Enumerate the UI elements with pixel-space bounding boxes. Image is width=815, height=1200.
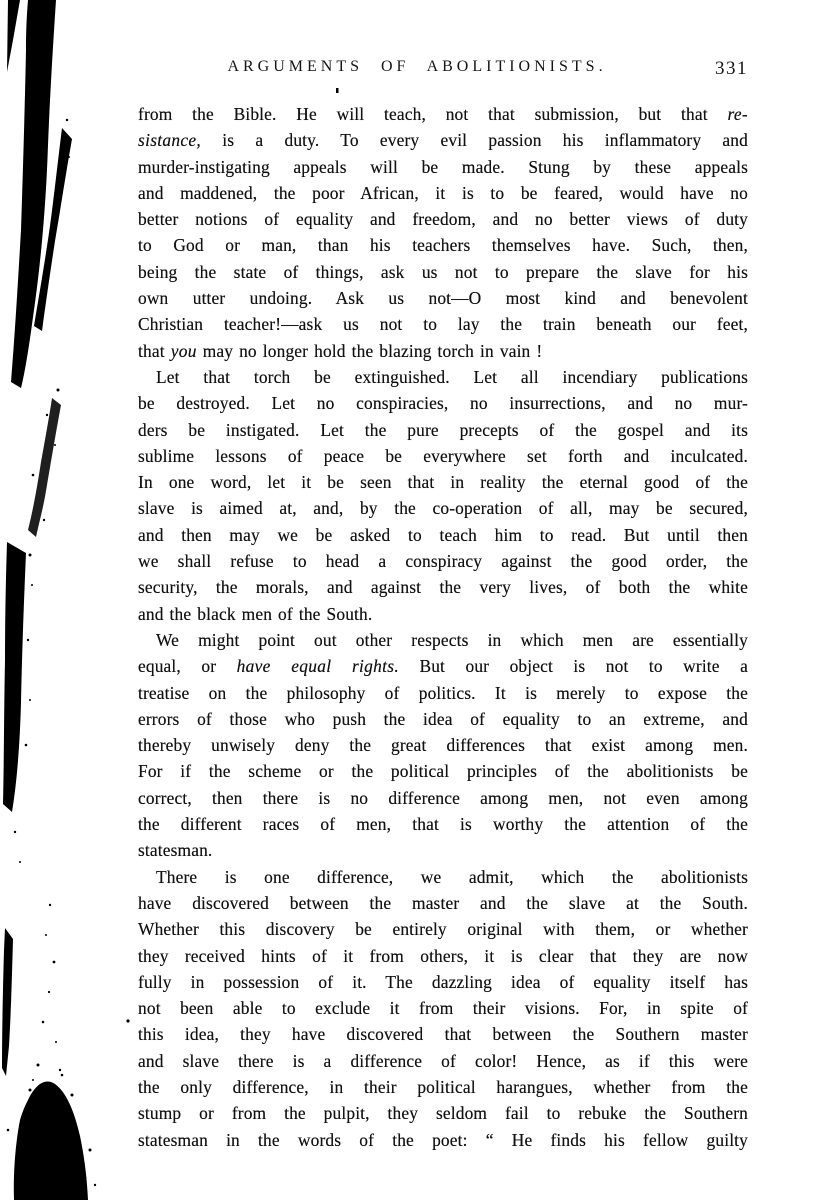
text-line: be destroyed. Let no conspiracies, no insurrections, and no mur-: [138, 393, 748, 414]
text-line: this idea, they have discovered that between the Southern master: [138, 1024, 748, 1045]
text-line: stump or from the pulpit, they seldom fail to rebuke the Southern: [138, 1103, 748, 1124]
text-line: Whether this discovery be entirely original with them, or whether: [138, 919, 748, 940]
text-line: For if the scheme or the political principles of the abolitionists be: [138, 761, 748, 782]
text-line: to God or man, than his teachers themselves have. Such, then,: [138, 235, 748, 256]
text-line: thereby unwisely deny the great differences that exist among men.: [138, 735, 748, 756]
text-line: sublime lessons of peace be everywhere set forth and inculcated.: [138, 445, 748, 466]
page-title: ARGUMENTS OF ABOLITIONISTS.: [227, 58, 607, 75]
text-line: Christian teacher!—ask us not to lay the train beneath our feet,: [138, 314, 748, 335]
text-line: that you may no longer hold the blazing torch in vain !: [138, 340, 543, 361]
text-line: equal, or have equal rights. But our object is not to write a: [138, 656, 748, 677]
text-line: fully in possession of it. The dazzling idea of equality itself has: [138, 971, 748, 992]
text-line: not been able to exclude it from their visions. For, in spite of: [138, 998, 748, 1019]
text-line: In one word, let it be seen that in reality the eternal good of the: [138, 472, 748, 493]
text-line: murder-instigating appeals will be made. Stung by these appeals: [138, 156, 748, 177]
paragraph: [138, 864, 748, 1153]
paragraph: [138, 364, 748, 627]
text-line: correct, then there is no difference among men, not even among: [138, 787, 748, 808]
text-line: We might point out other respects in which men are essentially: [156, 629, 748, 650]
text-line: treatise on the philosophy of politics. It is merely to expose the: [138, 682, 748, 703]
text-line: ders be instigated. Let the pure precepts of the gospel and its: [138, 419, 748, 440]
text-line: Let that torch be extinguished. Let all incendiary publications: [156, 366, 748, 387]
text-line: we shall refuse to head a conspiracy against the good order, the: [138, 551, 748, 572]
page-body: [138, 101, 748, 1153]
text-line: statesman.: [138, 840, 213, 861]
text-line: from the Bible. He will teach, not that submission, but that re-: [138, 104, 748, 124]
text-line: have discovered between the master and the slave at the South.: [138, 892, 748, 913]
text-line: and slave there is a difference of color! Hence, as if this were: [138, 1050, 748, 1071]
text-line: and the black men of the South.: [138, 603, 373, 624]
text-line: statesman in the words of the poet: “ He finds his fellow guilty: [138, 1129, 748, 1150]
text-line: being the state of things, ask us not to prepare the slave for his: [138, 261, 748, 282]
text-line: the different races of men, that is worthy the attention of the: [138, 814, 748, 835]
text-line: errors of those who push the idea of equality to an extreme, and: [138, 708, 748, 729]
paragraph: [138, 101, 748, 364]
text-line: sistance, is a duty. To every evil passion his inflammatory and: [138, 130, 748, 151]
text-line: better notions of equality and freedom, and no better views of duty: [138, 209, 748, 230]
running-head: [138, 58, 748, 84]
text-line: own utter undoing. Ask us not—O most kind and benevolent: [138, 288, 748, 309]
page-number: 331: [715, 58, 748, 79]
paragraph: [138, 627, 748, 864]
text-line: and maddened, the poor African, it is to be feared, would have no: [138, 182, 748, 203]
text-line: and then may we be asked to teach him to read. But until then: [138, 524, 748, 545]
text-line: slave is aimed at, and, by the co-operation of all, may be secured,: [138, 498, 748, 519]
text-line: There is one difference, we admit, which the abolitionists: [156, 866, 748, 887]
text-line: the only difference, in their political harangues, whether from the: [138, 1076, 748, 1097]
text-line: security, the morals, and against the very lives, of both the white: [138, 577, 748, 598]
text-line: they received hints of it from others, it is clear that they are now: [138, 945, 748, 966]
